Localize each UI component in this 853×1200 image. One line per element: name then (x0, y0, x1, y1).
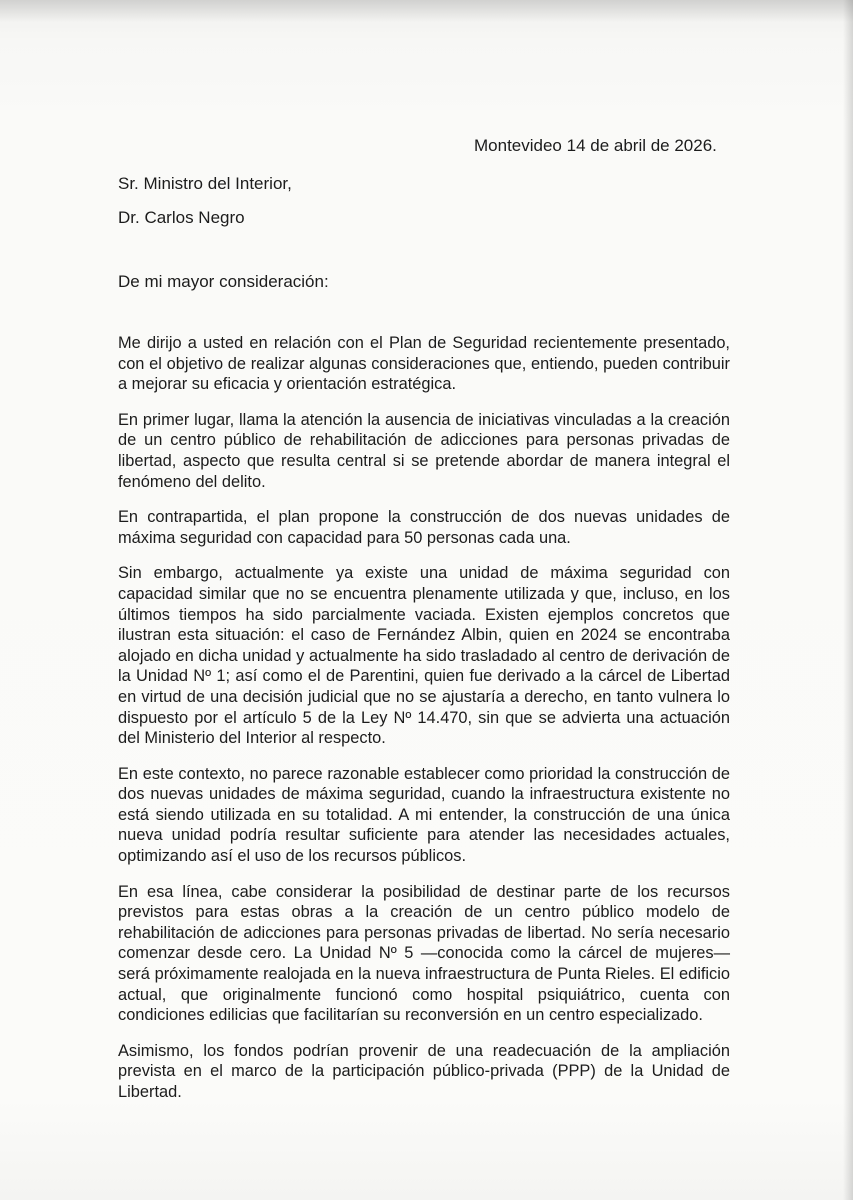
paper-right-edge (843, 0, 853, 1200)
paper-top-shadow (0, 0, 853, 22)
recipient-title: Sr. Ministro del Interior, (118, 174, 292, 193)
paragraph-existing-unit: Sin embargo, actualmente ya existe una unidad de máxima seguridad con capacidad similar que no se encuentra plenamente utilizada y que, incluso, en los últimos tiempos ha sido parcialmente vaciada. Existen ejemplos concretos que ilustran esta situación: el caso de Fernández Albin, quien en 2024 se encontraba alojado en dicha unidad y actualmente ha sido trasladado al centro de derivación de la Unidad Nº 1; así como el de Parentini, quien fue derivado a la cárcel de Libertad en virtud de una decisión judicial que no se ajustaría a derecho, en tanto vulnera lo dispuesto por el artículo 5 de la Ley Nº 14.470, sin que se advierta una actuación del Ministerio del Interior al respecto. (118, 564, 730, 748)
paragraph-priority: En este contexto, no parece razonable establecer como prioridad la construcción de dos nuevas unidades de máxima seguridad, cuando la infraestructura existente no está siendo utilizada en su totalidad. A mi entender, la construcción de una única nueva unidad podría resultar suficiente para atender las necesidades actuales, optimizando así el uso de los recursos públicos. (118, 764, 730, 866)
paragraph-rehabilitation-center: En esa línea, cabe considerar la posibilidad de destinar parte de los recursos previstos para estas obras a la creación de un centro público modelo de rehabilitación de adicciones para personas privadas de libertad. No sería necesario comenzar desde cero. La Unidad Nº 5 —conocida como la cárcel de mujeres— será próximamente realojada en la nueva infraestructura de Punta Rieles. El edificio actual, que originalmente funcionó como hospital psiquiátrico, cuenta con condiciones edilicias que facilitarían su reconversión en un centro especializado. (118, 882, 730, 1025)
letter-body (118, 333, 730, 1118)
paragraph-rehabilitation-absence: En primer lugar, llama la atención la ausencia de iniciativas vinculadas a la creación de un centro público de rehabilitación de adicciones para personas privadas de libertad, aspecto que resulta central si se pretende abordar de manera integral el fenómeno del delito. (118, 410, 730, 491)
paragraph-new-units: En contrapartida, el plan propone la construcción de dos nuevas unidades de máxima seguridad con capacidad para 50 personas cada una. (118, 508, 730, 547)
recipient-name: Dr. Carlos Negro (118, 208, 245, 227)
letter-date: Montevideo 14 de abril de 2026. (474, 136, 717, 155)
paragraph-introduction: Me dirijo a usted en relación con el Plan de Seguridad recientemente presentado, con el objetivo de realizar algunas consideraciones que, entiendo, pueden contribuir a mejorar su eficacia y orientación estratégica. (118, 334, 730, 394)
paragraph-funding: Asimismo, los fondos podrían provenir de una readecuación de la ampliación prevista en el marco de la participación público-privada (PPP) de la Unidad de Libertad. (118, 1041, 730, 1101)
letter-greeting: De mi mayor consideración: (118, 272, 329, 291)
